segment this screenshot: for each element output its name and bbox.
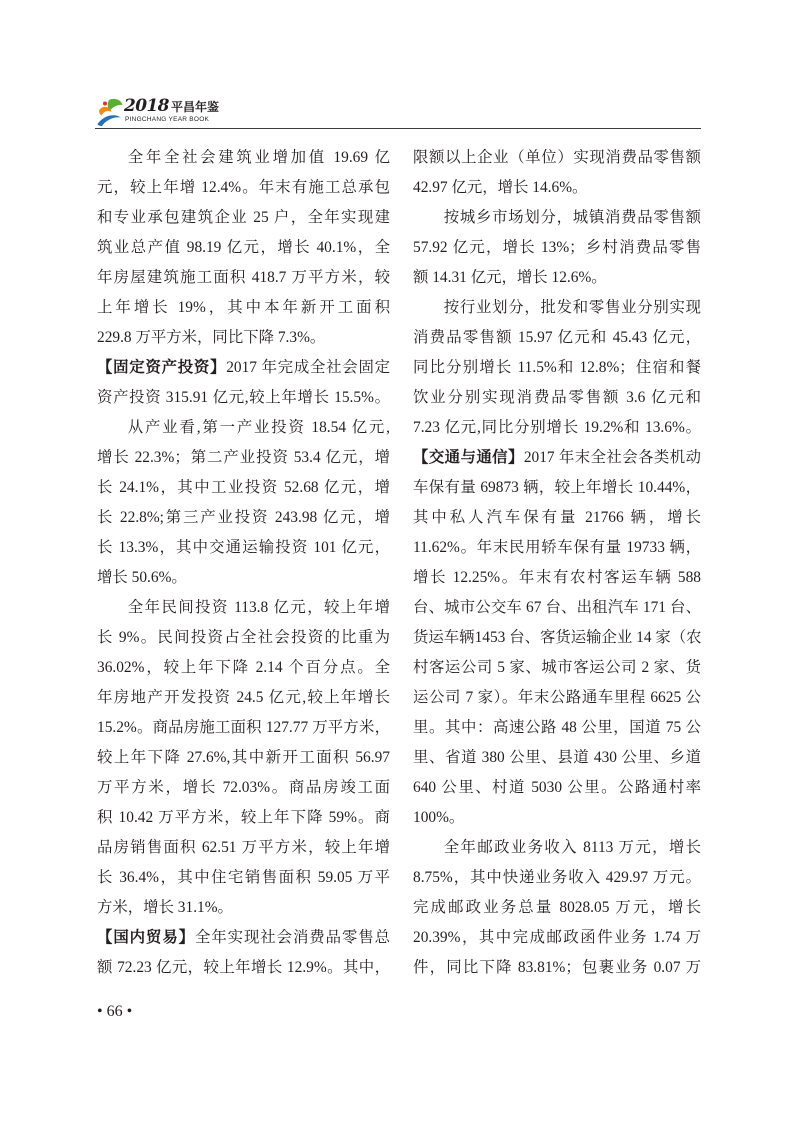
text-line (97, 773, 390, 803)
text-line (97, 383, 390, 413)
line-text: 完成邮政业务总量 8028.05 万元，增长 (413, 899, 701, 916)
text-line (97, 353, 390, 383)
text-line (97, 653, 390, 683)
text-line (97, 263, 390, 293)
line-text: 运公司 7 家）。年末公路通车里程 6625 公 (413, 689, 701, 706)
yearbook-year: 2018 (124, 96, 169, 116)
text-line (413, 383, 701, 413)
line-text: 消费品零售额 15.97 亿元和 45.43 亿元， (413, 329, 701, 346)
line-text: 从产业看,第一产业投资 18.54 亿元, (127, 419, 390, 436)
line-text: 较上年下降 27.6%,其中新开工面积 56.97 (97, 749, 390, 766)
section-heading: 【国内贸易】 (97, 929, 195, 946)
line-text: 15.2%。商品房施工面积 127.77 万平方米， (97, 719, 390, 736)
text-line (97, 923, 390, 953)
section-heading: 【交通与通信】 (413, 449, 524, 466)
text-line (97, 623, 390, 653)
text-line (413, 323, 701, 353)
text-line (413, 683, 701, 713)
line-text: 7.23 亿元,同比分别增长 19.2%和 13.6%。 (413, 419, 701, 436)
line-text: 积 10.42 万平方米，较上年下降 59%。商 (97, 809, 390, 826)
line-text: 筑业总产值 98.19 亿元，增长 40.1%，全 (97, 239, 390, 256)
line-text: 额 14.31 亿元，增长 12.6%。 (413, 269, 607, 286)
yearbook-english-title: PINGCHANG YEAR BOOK (125, 116, 210, 123)
line-text: 长 22.8%;第三产业投资 243.98 亿元，增 (97, 509, 390, 526)
line-text: 台、城市公交车 67 台、出租汽车 171 台、 (413, 599, 701, 616)
text-line (413, 923, 701, 953)
line-text: 全年全社会建筑业增加值 19.69 亿 (127, 149, 390, 166)
text-line (97, 203, 390, 233)
line-text: 长 24.1%，其中工业投资 52.68 亿元，增 (97, 479, 390, 496)
line-text: 元，较上年增 12.4%。年末有施工总承包 (97, 179, 390, 196)
line-text: 车保有量 69873 辆，较上年增长 10.44%， (413, 479, 701, 496)
text-line (413, 293, 701, 323)
text-line (413, 713, 701, 743)
line-text: 年房屋建筑施工面积 418.7 万平方米，较 (97, 269, 390, 286)
text-line (97, 143, 390, 173)
line-text: 按行业划分，批发和零售业分别实现 (443, 299, 701, 316)
text-line (97, 173, 390, 203)
text-line (413, 743, 701, 773)
text-line (97, 743, 390, 773)
text-line (97, 413, 390, 443)
text-line (413, 173, 701, 203)
line-text: 2017 年完成全社会固定 (226, 359, 390, 376)
line-text: 全年实现社会消费品零售总 (194, 929, 390, 946)
line-text: 全年邮政业务收入 8113 万元，增长 (443, 839, 701, 856)
line-text: 长 36.4%，其中住宅销售面积 59.05 万平 (97, 869, 390, 886)
text-line (413, 233, 701, 263)
header-rule (95, 128, 701, 129)
text-line (413, 533, 701, 563)
text-line (413, 953, 701, 983)
text-line (413, 413, 701, 443)
text-line (97, 713, 390, 743)
line-text: 按城乡市场划分，城镇消费品零售额 (443, 209, 701, 226)
text-line (97, 533, 390, 563)
line-text: 增长 50.6%。 (97, 569, 187, 586)
line-text: 里。其中：高速公路 48 公里，国道 75 公 (413, 719, 701, 736)
line-text: 和专业承包建筑企业 25 户，全年实现建 (97, 209, 390, 226)
text-line (413, 653, 701, 683)
text-line (413, 143, 701, 173)
text-line (97, 893, 390, 923)
line-text: 36.02%，较上年下降 2.14 个百分点。全 (97, 659, 390, 676)
text-line (413, 893, 701, 923)
text-line (97, 863, 390, 893)
text-line (413, 563, 701, 593)
line-text: 方米，增长 31.1%。 (97, 899, 233, 916)
text-line (97, 293, 390, 323)
line-text: 20.39%，其中完成邮政函件业务 1.74 万 (413, 929, 701, 946)
text-line (413, 203, 701, 233)
line-text: 增长 22.3%；第二产业投资 53.4 亿元，增 (97, 449, 390, 466)
line-text: 货运车辆1453 台、客货运输企业 14 家（农 (413, 629, 702, 646)
text-line (97, 833, 390, 863)
line-text: 42.97 亿元，增长 14.6%。 (413, 179, 588, 196)
line-text: 额 72.23 亿元，较上年增长 12.9%。其中， (97, 959, 390, 976)
text-line (413, 803, 701, 833)
line-text: 年房地产开发投资 24.5 亿元,较上年增长 (97, 689, 390, 706)
line-text: 品房销售面积 62.51 万平方米，较上年增 (97, 839, 390, 856)
line-text: 其中私人汽车保有量 21766 辆，增长 (413, 509, 701, 526)
text-line (97, 473, 390, 503)
text-line (413, 473, 701, 503)
text-line (97, 233, 390, 263)
text-line (413, 833, 701, 863)
text-line (413, 863, 701, 893)
text-line (97, 563, 390, 593)
text-line (413, 443, 701, 473)
line-text: 万平方米，增长 72.03%。商品房竣工面 (97, 779, 390, 796)
text-line (413, 593, 701, 623)
line-text: 增长 12.25%。年末有农村客运车辆 588 (413, 569, 701, 586)
line-text: 长 9%。民间投资占全社会投资的比重为 (97, 629, 390, 646)
text-line (97, 803, 390, 833)
line-text: 640 公里、村道 5030 公里。公路通村率 (413, 779, 701, 796)
line-text: 件，同比下降 83.81%；包裹业务 0.07 万 (413, 959, 701, 976)
line-text: 饮业分别实现消费品零售额 3.6 亿元和 (413, 389, 701, 406)
line-text: 全年民间投资 113.8 亿元，较上年增 (127, 599, 390, 616)
line-text: 100%。 (413, 809, 465, 826)
line-text: 11.62%。年末民用轿车保有量 19733 辆， (413, 539, 701, 556)
line-text: 资产投资 315.91 亿元,较上年增长 15.5%。 (97, 389, 390, 406)
text-line (97, 503, 390, 533)
line-text: 229.8 万平方米，同比下降 7.3%。 (97, 329, 326, 346)
text-line (97, 443, 390, 473)
left-column (97, 143, 390, 983)
line-text: 村客运公司 5 家、城市客运公司 2 家、货 (413, 659, 701, 676)
text-line (413, 623, 701, 653)
line-text: 2017 年末全社会各类机动 (523, 449, 701, 466)
line-text: 57.92 亿元，增长 13%；乡村消费品零售 (413, 239, 701, 256)
line-text: 8.75%，其中快递业务收入 429.97 万元。 (413, 869, 701, 886)
page-number: • 66 • (97, 1003, 133, 1020)
line-text: 限额以上企业（单位）实现消费品零售额 (413, 149, 701, 166)
line-text: 上年增长 19%，其中本年新开工面积 (97, 299, 390, 316)
section-heading: 【固定资产投资】 (97, 359, 227, 376)
text-line (413, 503, 701, 533)
text-line (413, 263, 701, 293)
text-line (413, 353, 701, 383)
line-text: 长 13.3%，其中交通运输投资 101 亿元， (97, 539, 390, 556)
text-line (97, 593, 390, 623)
line-text: 同比分别增长 11.5%和 12.8%；住宿和餐 (413, 359, 701, 376)
line-text: 里、省道 380 公里、县道 430 公里、乡道 (413, 749, 701, 766)
text-line (97, 953, 390, 983)
text-line (413, 773, 701, 803)
text-line (97, 683, 390, 713)
right-column (413, 143, 701, 983)
yearbook-logo-icon (96, 97, 124, 127)
text-line (97, 323, 390, 353)
yearbook-title: 平昌年鉴 (171, 100, 220, 114)
